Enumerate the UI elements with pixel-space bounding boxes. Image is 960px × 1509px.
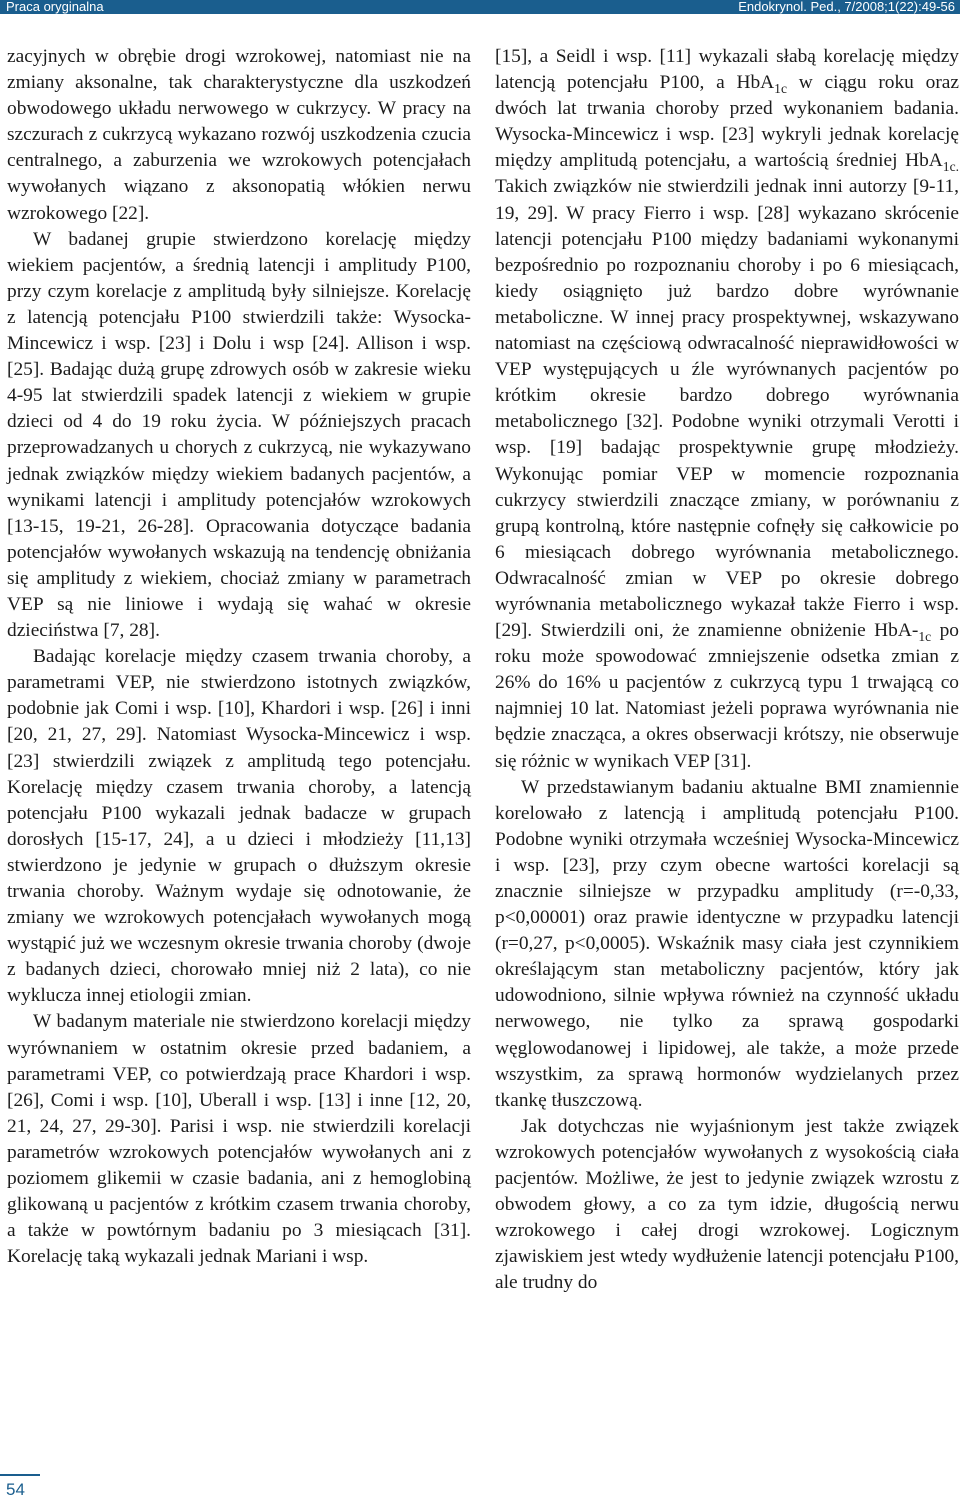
left-column <box>7 44 471 1270</box>
journal-citation: Endokrynol. Ped., 7/2008;1(22):49-56 <box>738 0 955 14</box>
right-p1-text-d: po roku może spowodować zmniejszenie odsetka zmian z 26% do 16% u pacjentów z cukrzycą typu 1 trwającą co najmniej 10 lat. Natomiast jeżeli poprawa wyrównania nie będzie znacząca, a okres obserwacji krótszy, nie obserwuje się różnic w wynikach VEP [31]. <box>495 620 959 772</box>
left-paragraph-3: Badając korelacje między czasem trwania choroby, a parametrami VEP, nie stwierdzono istotnych związków, podobnie jak Comi i wsp. [10], Khardori i wsp. [26] i inni [20, 21, 27, 29]. Natomiast Wysocka-Mincewicz i wsp. [23] stwierdzili związek z amplitudą tego potencjału. Korelację między czasem trwania choroby, a latencją potencjału P100 wykazali jednak badacze w grupach dorosłych [15-17, 24], a u dzieci i młodzieży [11,13] stwierdzono je jedynie w grupach o dłuższym okresie trwania choroby. Ważnym wydaje się odnotowanie, że zmiany we wzrokowych potencjałach wywołanych mogą wystąpić już we wczesnym okresie trwania choroby (dwoje z badanych dzieci, chorowało mniej niż 2 lata), co nie wyklucza innej etiologii zmian. <box>7 646 471 1007</box>
left-paragraph-2: W badanej grupie stwierdzono korelację między wiekiem pacjentów, a średnią latencji i amplitudy P100, przy czym korelacje z amplitudą były silniejsze. Korelację z latencją potencjału P100 stwierdzili także: Wysocka-Mincewicz i wsp. [23] i Dolu i wsp [24]. Allison i wsp. [25]. Badając dużą grupę zdrowych osób w zakresie wieku 4-95 lat stwierdzili spadek latencji z wiekiem w grupie dzieci od 4 do 19 roku życia. W późniejszych pracach przeprowadzanych u chorych z cukrzycą, nie wykazywano jednak związków między wiekiem badanych pacjentów, a wynikami latencji i amplitudy potencjałów wzrokowych [13-15, 19-21, 26-28]. Opracowania dotyczące badania potencjałów wywołanych wskazują na tendencję obniżania się amplitudy z wiekiem, chociaż zmiany w parametrach VEP są nie liniowe i wydają się wahać w okresie dzieciństwa [7, 28]. <box>7 228 471 642</box>
hba1c-subscript: 1c. <box>942 159 959 175</box>
hba1c-subscript: 1c <box>774 80 787 96</box>
left-paragraph-1: zacyjnych w obrębie drogi wzrokowej, natomiast nie na zmiany aksonalne, tak charakterystyczne dla uszkodzeń obwodowego układu nerwowego w cukrzycy. W pracy na szczurach z cukrzycą wykazano rozwój uszkodzenia czucia centralnego, a zaburzenia we wzrokowych potencjałach wywołanych wiązano z aksonopatią włókien nerwu wzrokowego [22]. <box>7 46 471 224</box>
right-paragraph-3: Jak dotychczas nie wyjaśnionym jest także związek wzrokowych potencjałów wywołanych z wysokością ciała pacjentów. Możliwe, że jest to jedynie związek wzrostu z obwodem głowy, a co za tym idzie, długością nerwu wzrokowego i całej drogi wzrokowej. Logicznym zjawiskiem jest wtedy wydłużenie latencji potencjału P100, ale trudny do <box>495 1115 959 1294</box>
right-paragraph-1 <box>495 44 959 775</box>
right-paragraph-2: W przedstawianym badaniu aktualne BMI znamiennie korelowało z latencją i amplitudą potencjału P100. Podobne wyniki otrzymała wcześniej Wysocka-Mincewicz i wsp. [23], przy czym obecne wartości korelacji są znacznie silniejsze w przypadku amplitudy (r=-0,33, p<0,00001) oraz prawie identyczne w przypadku latencji (r=0,27, p<0,0005). Wskaźnik masy ciała jest czynnikiem określającym stan metaboliczny pacjentów, który jak udowodniono, silnie wpływa również na czynność układu nerwowego, nie tylko za sprawą gospodarki węglowodanowej i lipidowej, ale także, a może przede wszystkim, za sprawą hormonów wydzielanych przez tkankę tłuszczową. <box>495 776 959 1111</box>
right-p1-text-c: Takich związków nie stwierdzili jednak inni autorzy [9-11, 19, 29]. W pracy Fierro i wsp. [28] wykazano skrócenie latencji potencjału P100 między badaniami wykonanymi bezpośrednio po rozpoznaniu choroby i po 6 miesiącach, kiedy osiągnięto już bardzo dobre wyrównanie metaboliczne. W innej pracy prospektywnej, wskazywano natomiast na częściową odwracalność nieprawidłowości w VEP występujących u źle wyrównanych pacjentów po krótkim okresie bardzo dobrego wyrównania metabolicznego [32]. Podobne wyniki otrzymali Verotti i wsp. [19] badając prospektywnie grupę młodzieży. Wykonując pomiar VEP w momencie rozpoznania cukrzycy stwierdzili znaczące zmiany, w porównaniu z grupą kontrolną, które następnie cofnęły się całkowicie po 6 miesiącach dobrego wyrównania metabolicznego. Odwracalność zmian w VEP po okresie dobrego wyrównania metabolicznego wykazał także Fierro i wsp. [29]. Stwierdzili oni, że znamienne obniżenie HbA- <box>495 176 959 642</box>
hba1c-subscript: 1c <box>918 628 932 644</box>
page-header <box>0 0 960 14</box>
right-column <box>495 44 959 1297</box>
left-paragraph-4: W badanym materiale nie stwierdzono korelacji między wyrównaniem w ostatnim okresie przed badaniem, a parametrami VEP, co potwierdzają prace Khardori i wsp. [26], Comi i wsp. [10], Uberall i wsp. [13] i inne [12, 20, 21, 24, 27, 29-30]. Parisi i wsp. nie stwierdzili korelacji parametrów wzrokowych potencjałów wywołanych ani z poziomem glikemii w czasie badania, ani z hemoglobiną glikowaną u pacjentów z krótkim czasem trwania choroby, a także w powtórnym badaniu po 3 miesiącach [31]. Korelację taką wykazali jednak Mariani i wsp. <box>7 1011 471 1268</box>
page-number: 54 <box>0 1474 40 1504</box>
section-label: Praca oryginalna <box>6 0 104 14</box>
right-p1-text-b: w ciągu roku oraz dwóch lat trwania choroby przed wykonaniem badania. Wysocka-Mincewicz i wsp. [23] wykryli jednak korelację między amplitudą potencjału, a wartością średniej HbA <box>495 72 959 172</box>
right-p1-text-a: [15], a Seidl i wsp. [11] wykazali słabą korelację między latencją potencjału P100, a HbA <box>495 46 959 94</box>
